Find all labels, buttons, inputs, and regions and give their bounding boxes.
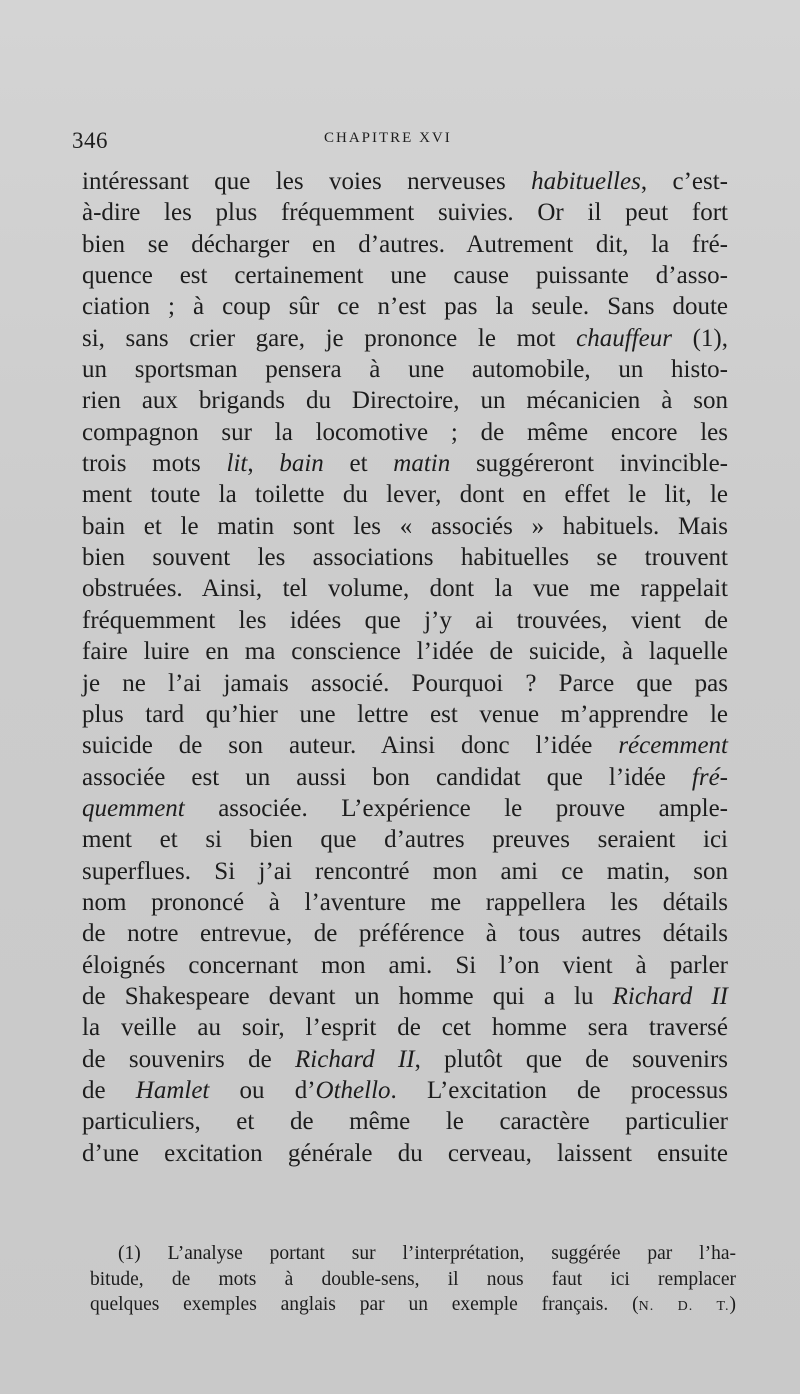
text-run: ment toute la toilette du lever, dont en effet le lit, le [82, 481, 728, 509]
body-text-line [82, 699, 728, 730]
body-text-line [82, 1044, 728, 1075]
body-text-line [82, 668, 728, 699]
body-text-line [82, 385, 728, 416]
text-run: superflues. Si j’ai rencontré mon ami ce matin, son [82, 857, 728, 885]
footnote [90, 1241, 736, 1318]
body-text-line [82, 229, 728, 260]
text-run: et [323, 450, 394, 478]
body-text-line [82, 887, 728, 918]
text-run: ciation ; à coup sûr ce n’est pas la seule. Sans doute [82, 293, 728, 321]
text-run: suicide de son auteur. Ainsi donc l’idée [82, 732, 619, 760]
body-text-line [82, 856, 728, 887]
text-run: de [82, 1076, 136, 1104]
running-head: CHAPITRE XVI [324, 130, 452, 146]
text-run: trois mots [82, 450, 227, 478]
footnote-line [90, 1241, 736, 1267]
body-text [82, 166, 728, 1169]
italic-text: matin [393, 450, 451, 478]
text-run: ou d’ [209, 1076, 316, 1104]
italic-text: Hamlet [135, 1076, 210, 1104]
italic-text: chauffeur [576, 324, 672, 352]
text-run: , c’est- [640, 168, 728, 195]
text-run: bien souvent les associations habituelles se trouvent [82, 544, 728, 572]
text-run: particuliers, et de même le caractère particulier [82, 1108, 728, 1136]
body-text-line [82, 981, 728, 1012]
text-run: . L’excitation de processus [390, 1076, 728, 1104]
body-text-line [82, 1106, 728, 1137]
text-run: bitude, de mots à double-sens, il nous faut ici remplacer [90, 1268, 736, 1290]
italic-text: quemment [82, 794, 185, 822]
body-text-line [82, 636, 728, 667]
footnote-line [90, 1267, 736, 1293]
italic-text: Richard II [295, 1045, 415, 1073]
body-text-line [82, 448, 728, 479]
body-text-line [82, 511, 728, 542]
text-run: de Shakespeare devant un homme qui a lu [82, 982, 613, 1010]
text-run: de notre entrevue, de préférence à tous autres détails [82, 920, 728, 948]
italic-text: bain [279, 450, 324, 478]
text-run: d’une excitation générale du cerveau, laissent ensuite [82, 1139, 728, 1167]
body-text-line [82, 762, 728, 793]
text-run: ment et si bien que d’autres preuves seraient ici [82, 826, 728, 854]
text-run: quelques exemples anglais par un exemple français. ( [90, 1294, 639, 1315]
body-text-line [82, 1075, 728, 1106]
body-text-line [82, 918, 728, 949]
text-run: je ne l’ai jamais associé. Pourquoi ? Parce que pas [82, 669, 728, 697]
text-run: bain et le matin sont les « associés » habituels. Mais [82, 512, 728, 540]
body-text-line [82, 824, 728, 855]
body-text-line [82, 573, 728, 604]
text-run: N. D. T. [638, 1299, 730, 1314]
body-text-line [82, 730, 728, 761]
text-run: obstruées. Ainsi, tel volume, dont la vue me rappelait [82, 575, 728, 603]
text-run: (1) L’analyse portant sur l’interprétation, suggérée par l’ha- [118, 1243, 736, 1264]
body-text-line [82, 197, 728, 228]
text-run: un sportsman pensera à une automobile, un histo- [82, 356, 728, 384]
body-text-line [82, 291, 728, 322]
text-run: si, sans crier gare, je prononce le mot [82, 324, 577, 352]
body-text-line [82, 260, 728, 291]
body-text-line [82, 605, 728, 636]
text-run: à-dire les plus fréquemment suivies. Or il peut fort [82, 199, 728, 227]
body-text-line [82, 417, 728, 448]
page-header [72, 126, 732, 158]
italic-text: Richard II [612, 982, 728, 1010]
body-text-line [82, 1012, 728, 1043]
text-run: fréquemment les idées que j’y ai trouvées, vient de [82, 606, 728, 634]
italic-text: Othello [315, 1076, 391, 1104]
text-run: suggéreront invincible- [450, 450, 728, 478]
italic-text: récemment [618, 732, 728, 760]
body-text-line [82, 542, 728, 573]
body-text-line [82, 793, 728, 824]
italic-text: lit [226, 450, 248, 478]
text-run: la veille au soir, l’esprit de cet homme sera traversé [82, 1014, 728, 1042]
body-text-line [82, 1138, 728, 1169]
text-run: , plutôt que de souvenirs [414, 1045, 728, 1073]
text-run: de souvenirs de [82, 1045, 295, 1073]
body-text-line [82, 166, 728, 197]
text-run: compagnon sur la locomotive ; de même encore les [82, 418, 728, 446]
text-run: éloignés concernant mon ami. Si l’on vient à parler [82, 951, 728, 979]
text-run: intéressant que les voies nerveuses [82, 168, 532, 195]
text-run: plus tard qu’hier une lettre est venue m’apprendre le [82, 700, 728, 728]
text-run: associée est un aussi bon candidat que l’idée [82, 763, 692, 791]
text-run: quence est certainement une cause puissante d’asso- [82, 262, 728, 290]
text-run: (1), [671, 324, 729, 352]
italic-text: habituelles [531, 168, 641, 195]
body-text-line [82, 479, 728, 510]
text-run: , [247, 450, 280, 478]
text-run: ) [729, 1294, 737, 1315]
italic-text: fré- [691, 763, 728, 791]
page-number: 346 [72, 128, 108, 153]
footnote-line [90, 1292, 736, 1318]
body-text-line [82, 950, 728, 981]
text-run: rien aux brigands du Directoire, un mécanicien à son [82, 387, 728, 415]
body-text-line [82, 354, 728, 385]
body-text-line [82, 323, 728, 354]
text-run: associée. L’expérience le prouve ample- [184, 794, 728, 822]
text-run: faire luire en ma conscience l’idée de suicide, à laquelle [82, 638, 728, 666]
text-run: nom prononcé à l’aventure me rappellera les détails [82, 888, 728, 916]
text-run: bien se décharger en d’autres. Autrement dit, la fré- [82, 230, 728, 258]
